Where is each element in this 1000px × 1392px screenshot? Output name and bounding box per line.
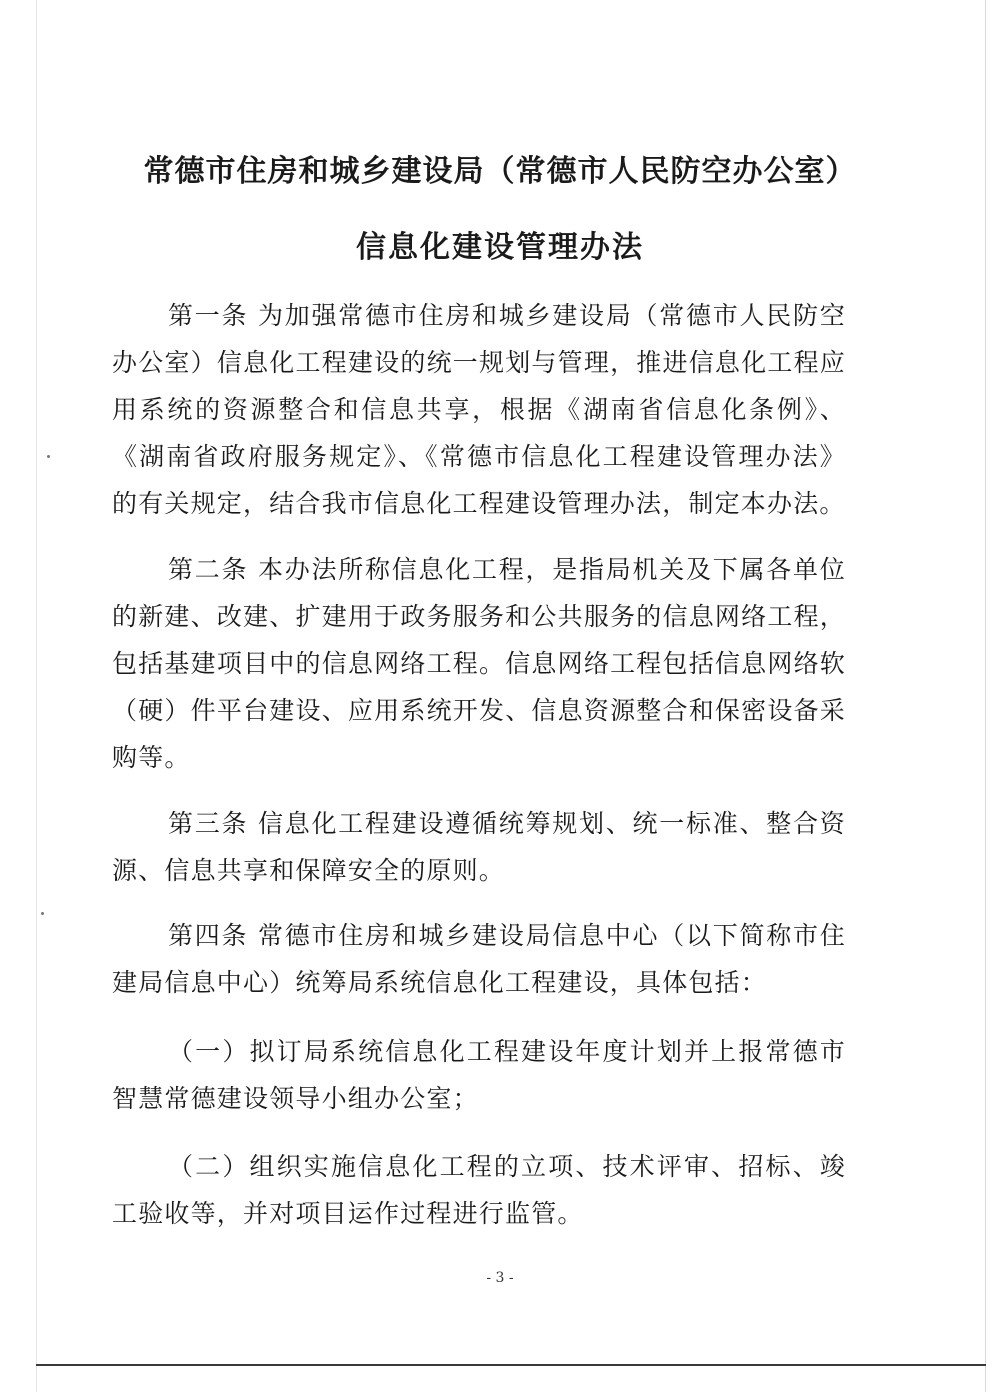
article-4-paragraph: 第四条 常德市住房和城乡建设局信息中心（以下简称市住建局信息中心）统筹局系统信息化工程建设，具体包括： [112, 921, 846, 997]
article-1-paragraph: 第一条 为加强常德市住房和城乡建设局（常德市人民防空办公室）信息化工程建设的统一规划与管理，推进信息化工程应用系统的资源整合和信息共享，根据《湖南省信息化条例》、《湖南省政府服务规定》、《常德市信息化工程建设管理办法》的有关规定，结合我市信息化工程建设管理办法，制定本办法。 [112, 301, 846, 518]
article-2-paragraph: 第二条 本办法所称信息化工程，是指局机关及下属各单位的新建、改建、扩建用于政务服务和公共服务的信息网络工程，包括基建项目中的信息网络工程。信息网络工程包括信息网络软（硬）件平台建设、应用系统开发、信息资源整合和保密设备采购等。 [112, 555, 846, 772]
scan-edge-bottom [36, 1364, 986, 1366]
document-title-line-1: 常德市住房和城乡建设局（常德市人民防空办公室） [143, 154, 857, 189]
article-4-item-1: （一）拟订局系统信息化工程建设年度计划并上报常德市智慧常德建设领导小组办公室； [112, 1037, 846, 1113]
page-number: - 3 - [486, 1270, 514, 1286]
scan-edge-left [36, 0, 37, 1392]
document-title-line-2: 信息化建设管理办法 [356, 230, 644, 265]
scan-speck [41, 912, 44, 915]
article-4-item-2: （二）组织实施信息化工程的立项、技术评审、招标、竣工验收等，并对项目运作过程进行监管。 [112, 1152, 846, 1228]
scan-edge-right [985, 0, 986, 1392]
scan-speck [47, 455, 50, 458]
article-3-paragraph: 第三条 信息化工程建设遵循统筹规划、统一标准、整合资源、信息共享和保障安全的原则。 [112, 809, 846, 885]
